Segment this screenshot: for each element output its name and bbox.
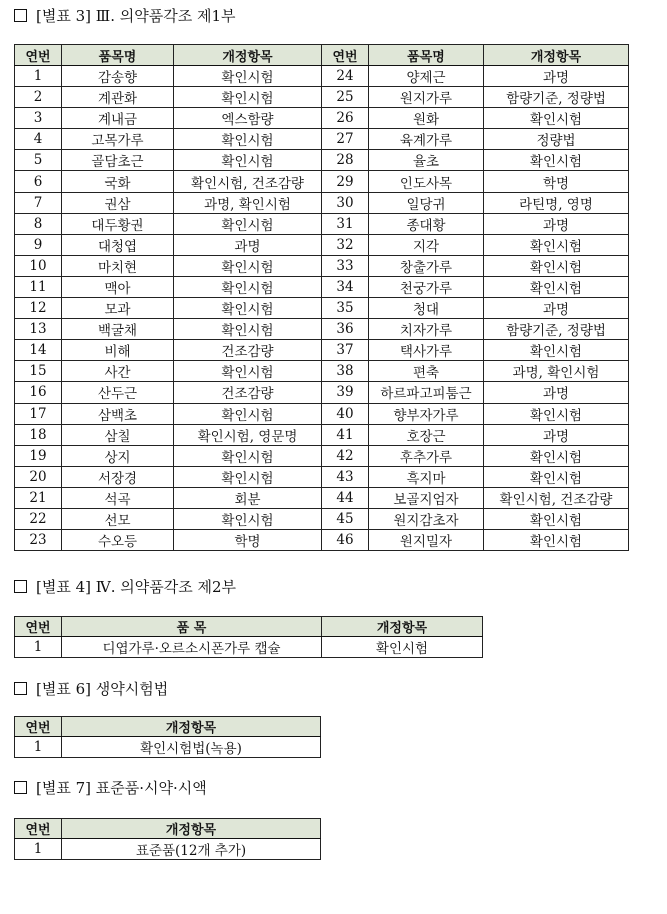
table-cell: 과명, 확인시험 <box>174 192 322 213</box>
table-cell: 편축 <box>369 361 484 382</box>
table-cell: 정량법 <box>484 129 629 150</box>
table-cell: 확인시험 <box>174 361 322 382</box>
table-cell: 확인시험 <box>174 129 322 150</box>
checkbox-square-icon <box>14 781 27 794</box>
table-cell: 39 <box>322 382 369 403</box>
table-cell: 디엽가루·오르소시폰가루 캡슐 <box>62 637 322 658</box>
section3-table <box>14 44 629 551</box>
table-cell: 8 <box>15 213 62 234</box>
header-row <box>15 617 483 637</box>
section4-title: [별표 4] Ⅳ. 의약품각조 제2부 <box>14 578 236 596</box>
table-cell: 35 <box>322 298 369 319</box>
table-cell: 마치현 <box>62 255 174 276</box>
table-row <box>15 298 629 319</box>
column-header: 연번 <box>15 617 62 637</box>
table-cell: 향부자가루 <box>369 403 484 424</box>
table-row <box>15 129 629 150</box>
table-cell: 28 <box>322 150 369 171</box>
table-cell: 사간 <box>62 361 174 382</box>
table-cell: 확인시험, 건조감량 <box>484 487 629 508</box>
table-cell: 45 <box>322 508 369 529</box>
table-cell: 엑스함량 <box>174 108 322 129</box>
table-row <box>15 234 629 255</box>
table-cell: 확인시험 <box>484 403 629 424</box>
table-cell: 9 <box>15 234 62 255</box>
table-cell: 지각 <box>369 234 484 255</box>
table-row <box>15 361 629 382</box>
table-cell: 서장경 <box>62 466 174 487</box>
table-cell: 과명 <box>174 234 322 255</box>
table-cell: 확인시험 <box>174 66 322 87</box>
table-cell: 1 <box>15 737 62 758</box>
checkbox-square-icon <box>14 682 27 695</box>
table-cell: 감송향 <box>62 66 174 87</box>
table-cell: 6 <box>15 171 62 192</box>
table-cell: 석곡 <box>62 487 174 508</box>
table-cell: 원지가루 <box>369 87 484 108</box>
table-cell: 과명 <box>484 66 629 87</box>
table-cell: 11 <box>15 276 62 297</box>
table-cell: 34 <box>322 276 369 297</box>
table-cell: 확인시험 <box>174 87 322 108</box>
table-cell: 12 <box>15 298 62 319</box>
section7-title: [별표 7] 표준품·시약·시액 <box>14 779 207 797</box>
checkbox-square-icon <box>14 9 27 22</box>
table-cell: 18 <box>15 424 62 445</box>
column-header: 개정항목 <box>174 45 322 66</box>
table-cell: 표준품(12개 추가) <box>62 839 321 860</box>
table-cell: 계관화 <box>62 87 174 108</box>
table-cell: 과명 <box>484 424 629 445</box>
table-cell: 확인시험 <box>322 637 483 658</box>
table-row <box>15 276 629 297</box>
checkbox-square-icon <box>14 580 27 593</box>
table-cell: 과명 <box>484 382 629 403</box>
table-cell: 4 <box>15 129 62 150</box>
table-cell: 13 <box>15 319 62 340</box>
table-cell: 16 <box>15 382 62 403</box>
table-cell: 육계가루 <box>369 129 484 150</box>
table-cell: 보골지엄자 <box>369 487 484 508</box>
column-header: 품 목 <box>62 617 322 637</box>
table-cell: 10 <box>15 255 62 276</box>
table-cell: 확인시험 <box>484 508 629 529</box>
table-cell: 확인시험 <box>484 234 629 255</box>
table-cell: 33 <box>322 255 369 276</box>
table-cell: 확인시험 <box>484 276 629 297</box>
table-cell: 17 <box>15 403 62 424</box>
table-cell: 40 <box>322 403 369 424</box>
column-header: 품목명 <box>62 45 174 66</box>
section3-title: [별표 3] Ⅲ. 의약품각조 제1부 <box>14 7 236 25</box>
table-cell: 확인시험 <box>174 445 322 466</box>
table-cell: 원지밀자 <box>369 530 484 551</box>
table-cell: 23 <box>15 530 62 551</box>
table-row <box>15 150 629 171</box>
table-cell: 일당귀 <box>369 192 484 213</box>
table-cell: 확인시험 <box>174 403 322 424</box>
table-cell: 과명, 확인시험 <box>484 361 629 382</box>
table-cell: 확인시험 <box>484 108 629 129</box>
table-cell: 42 <box>322 445 369 466</box>
table-cell: 3 <box>15 108 62 129</box>
header-row <box>15 717 321 737</box>
column-header: 품목명 <box>369 45 484 66</box>
table-row <box>15 87 629 108</box>
table-row <box>15 466 629 487</box>
table-cell: 택사가루 <box>369 340 484 361</box>
table-cell: 천궁가루 <box>369 276 484 297</box>
header-row <box>15 819 321 839</box>
table-cell: 원지감초자 <box>369 508 484 529</box>
table-cell: 맥아 <box>62 276 174 297</box>
table-cell: 43 <box>322 466 369 487</box>
table-cell: 과명 <box>484 298 629 319</box>
table-row <box>15 424 629 445</box>
table-cell: 산두근 <box>62 382 174 403</box>
table-cell: 확인시험 <box>174 150 322 171</box>
table-cell: 37 <box>322 340 369 361</box>
table-cell: 44 <box>322 487 369 508</box>
table-cell: 확인시험 <box>484 340 629 361</box>
table-cell: 골담초근 <box>62 150 174 171</box>
table-cell: 확인시험법(녹용) <box>62 737 321 758</box>
table-row <box>15 637 483 658</box>
table-row <box>15 508 629 529</box>
table-cell: 치자가루 <box>369 319 484 340</box>
table-cell: 비해 <box>62 340 174 361</box>
table-cell: 확인시험 <box>484 445 629 466</box>
table-cell: 1 <box>15 637 62 658</box>
table-cell: 창출가루 <box>369 255 484 276</box>
table-row <box>15 487 629 508</box>
table-cell: 36 <box>322 319 369 340</box>
table-row <box>15 192 629 213</box>
table-cell: 27 <box>322 129 369 150</box>
table-cell: 국화 <box>62 171 174 192</box>
table-cell: 양제근 <box>369 66 484 87</box>
section6-title: [별표 6] 생약시험법 <box>14 680 168 698</box>
table-cell: 고목가루 <box>62 129 174 150</box>
table-cell: 21 <box>15 487 62 508</box>
column-header: 연번 <box>322 45 369 66</box>
table-cell: 청대 <box>369 298 484 319</box>
table-cell: 확인시험 <box>174 508 322 529</box>
table-row <box>15 66 629 87</box>
table-cell: 32 <box>322 234 369 255</box>
table-cell: 건조감량 <box>174 382 322 403</box>
table-cell: 흑지마 <box>369 466 484 487</box>
table-cell: 19 <box>15 445 62 466</box>
table-cell: 함량기준, 정량법 <box>484 87 629 108</box>
table-cell: 5 <box>15 150 62 171</box>
table-cell: 선모 <box>62 508 174 529</box>
table-row <box>15 445 629 466</box>
table-cell: 확인시험 <box>174 298 322 319</box>
table-row <box>15 737 321 758</box>
table-cell: 24 <box>322 66 369 87</box>
table-cell: 31 <box>322 213 369 234</box>
table-cell: 모과 <box>62 298 174 319</box>
table-cell: 대청엽 <box>62 234 174 255</box>
table-row <box>15 319 629 340</box>
table-cell: 15 <box>15 361 62 382</box>
table-cell: 회분 <box>174 487 322 508</box>
table-cell: 율초 <box>369 150 484 171</box>
table-cell: 30 <box>322 192 369 213</box>
table-row <box>15 382 629 403</box>
table-cell: 확인시험 <box>484 150 629 171</box>
table-cell: 확인시험 <box>174 466 322 487</box>
table-row <box>15 530 629 551</box>
table-row <box>15 213 629 234</box>
table-cell: 종대황 <box>369 213 484 234</box>
table-cell: 확인시험 <box>174 255 322 276</box>
column-header: 개정항목 <box>62 717 321 737</box>
section4-table <box>14 616 483 658</box>
table-cell: 삼칠 <box>62 424 174 445</box>
table-cell: 후추가루 <box>369 445 484 466</box>
table-cell: 상지 <box>62 445 174 466</box>
table-cell: 원화 <box>369 108 484 129</box>
table-cell: 학명 <box>484 171 629 192</box>
table-cell: 7 <box>15 192 62 213</box>
table-cell: 수오등 <box>62 530 174 551</box>
table-cell: 1 <box>15 66 62 87</box>
table-cell: 29 <box>322 171 369 192</box>
table-cell: 삼백초 <box>62 403 174 424</box>
table-cell: 20 <box>15 466 62 487</box>
section7-table <box>14 818 321 860</box>
table-row <box>15 340 629 361</box>
table-row <box>15 171 629 192</box>
table-cell: 확인시험 <box>174 213 322 234</box>
table-cell: 인도사목 <box>369 171 484 192</box>
column-header: 연번 <box>15 819 62 839</box>
table-cell: 확인시험 <box>484 255 629 276</box>
table-cell: 확인시험 <box>174 276 322 297</box>
table-cell: 대두황권 <box>62 213 174 234</box>
column-header: 연번 <box>15 45 62 66</box>
column-header: 개정항목 <box>484 45 629 66</box>
table-cell: 46 <box>322 530 369 551</box>
section6-table <box>14 716 321 758</box>
table-cell: 25 <box>322 87 369 108</box>
table-cell: 확인시험 <box>174 319 322 340</box>
table-cell: 41 <box>322 424 369 445</box>
table-cell: 과명 <box>484 213 629 234</box>
column-header: 개정항목 <box>322 617 483 637</box>
table-row <box>15 108 629 129</box>
table-cell: 함량기준, 정량법 <box>484 319 629 340</box>
table-row <box>15 255 629 276</box>
table-cell: 2 <box>15 87 62 108</box>
table-cell: 확인시험 <box>484 530 629 551</box>
table-cell: 학명 <box>174 530 322 551</box>
table-cell: 26 <box>322 108 369 129</box>
table-row <box>15 403 629 424</box>
table-cell: 확인시험, 영문명 <box>174 424 322 445</box>
table-cell: 건조감량 <box>174 340 322 361</box>
table-cell: 확인시험, 건조감량 <box>174 171 322 192</box>
table-cell: 계내금 <box>62 108 174 129</box>
header-row <box>15 45 629 66</box>
table-cell: 호장근 <box>369 424 484 445</box>
table-cell: 확인시험 <box>484 466 629 487</box>
table-cell: 1 <box>15 839 62 860</box>
table-cell: 38 <box>322 361 369 382</box>
column-header: 개정항목 <box>62 819 321 839</box>
column-header: 연번 <box>15 717 62 737</box>
table-cell: 14 <box>15 340 62 361</box>
table-cell: 라틴명, 영명 <box>484 192 629 213</box>
table-cell: 하르파고피툼근 <box>369 382 484 403</box>
table-cell: 권삼 <box>62 192 174 213</box>
table-row <box>15 839 321 860</box>
table-cell: 백굴채 <box>62 319 174 340</box>
table-cell: 22 <box>15 508 62 529</box>
